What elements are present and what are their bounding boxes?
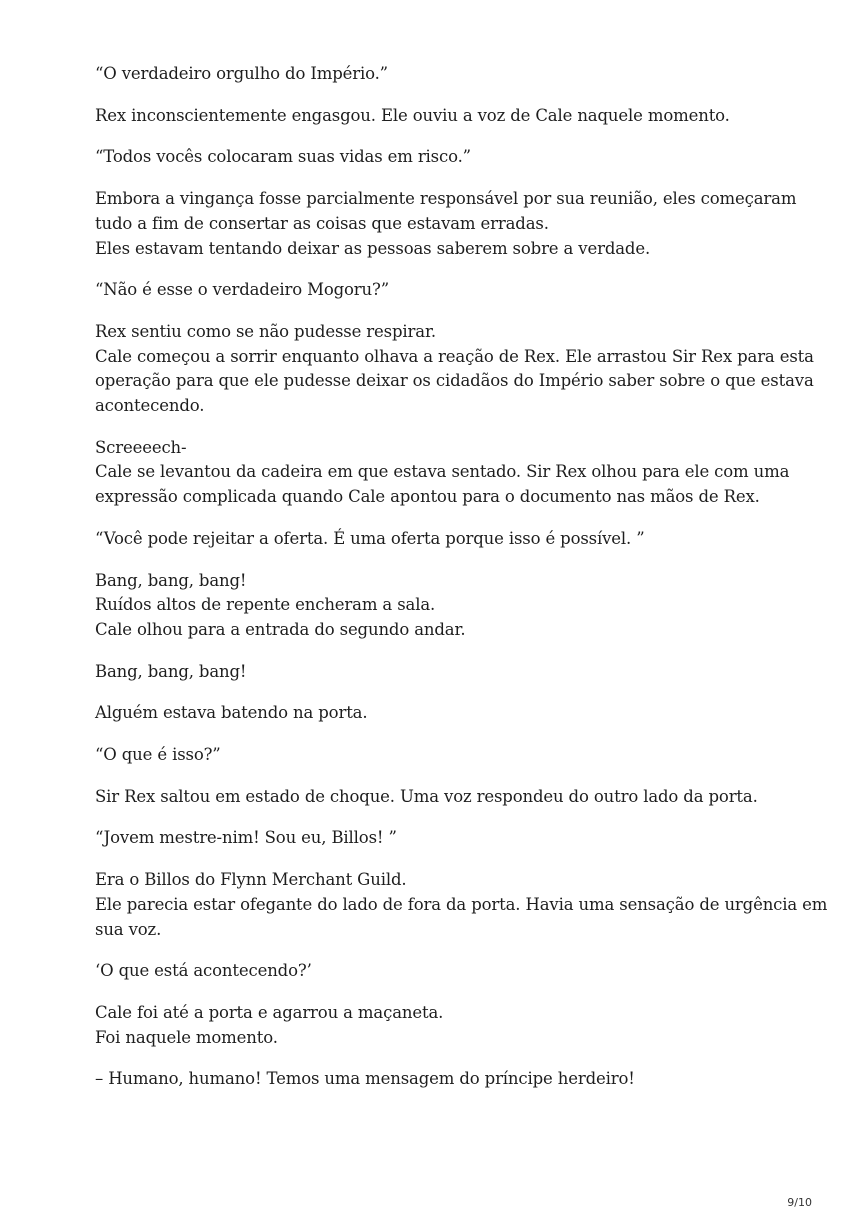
paragraph [95, 145, 785, 170]
text-line: Bang, bang, bang! [95, 570, 247, 590]
paragraph [95, 436, 790, 510]
text-line: “Não é esse o verdadeiro Mogoru?” [95, 280, 389, 300]
text-line: “Todos vocês colocaram suas vidas em risco.” [95, 147, 471, 167]
paragraph [95, 701, 785, 726]
paragraph [95, 187, 797, 261]
text-line: acontecendo. [95, 396, 205, 416]
paragraph [95, 959, 785, 984]
text-line: Rex sentiu como se não pudesse respirar. [95, 321, 436, 341]
text-line: sua voz. [95, 919, 162, 939]
paragraph [95, 320, 814, 419]
text-line: – Humano, humano! Temos uma mensagem do príncipe herdeiro! [95, 1069, 635, 1089]
text-line: Embora a vingança fosse parcialmente responsável por sua reunião, eles começaram [95, 189, 797, 209]
paragraph [95, 743, 785, 768]
paragraph [95, 868, 828, 942]
text-line: Screeeech- [95, 437, 187, 457]
text-line: tudo a fim de consertar as coisas que estavam erradas. [95, 213, 549, 233]
text-line: “O verdadeiro orgulho do Império.” [95, 64, 388, 83]
text-line: Cale olhou para a entrada do segundo andar. [95, 619, 466, 639]
text-line: Rex inconscientemente engasgou. Ele ouviu a voz de Cale naquele momento. [95, 105, 730, 125]
text-line: Eles estavam tentando deixar as pessoas saberem sobre a verdade. [95, 238, 651, 258]
text-line: Cale começou a sorrir enquanto olhava a reação de Rex. Ele arrastou Sir Rex para esta [95, 346, 814, 366]
paragraph [95, 104, 785, 129]
paragraph [95, 660, 785, 685]
text-line: “O que é isso?” [95, 745, 221, 765]
text-line: Bang, bang, bang! [95, 661, 247, 681]
paragraph [95, 278, 785, 303]
text-line: Foi naquele momento. [95, 1027, 278, 1047]
text-line: Ele parecia estar ofegante do lado de fora da porta. Havia uma sensação de urgência em [95, 894, 828, 914]
paragraph [95, 62, 785, 87]
paragraph [95, 569, 785, 643]
text-line: ‘O que está acontecendo?’ [95, 961, 312, 981]
paragraph [95, 527, 785, 552]
text-line: expressão complicada quando Cale apontou para o documento nas mãos de Rex. [95, 487, 760, 507]
text-line: Era o Billos do Flynn Merchant Guild. [95, 870, 407, 890]
text-line: “Jovem mestre-nim! Sou eu, Billos! ” [95, 828, 397, 848]
text-line: Cale se levantou da cadeira em que estava sentado. Sir Rex olhou para ele com uma [95, 462, 790, 482]
text-line: Sir Rex saltou em estado de choque. Uma voz respondeu do outro lado da porta. [95, 786, 758, 806]
paragraph [95, 785, 785, 810]
text-line: “Você pode rejeitar a oferta. É uma oferta porque isso é possível. ” [95, 528, 645, 548]
paragraph [95, 826, 785, 851]
paragraph [95, 1001, 785, 1050]
text-line: operação para que ele pudesse deixar os cidadãos do Império saber sobre o que estava [95, 371, 814, 391]
page-number: 9/10 [787, 1196, 812, 1209]
paragraph [95, 1067, 785, 1092]
text-line: Alguém estava batendo na porta. [95, 703, 368, 723]
document-body [95, 62, 828, 1109]
text-line: Ruídos altos de repente encheram a sala. [95, 595, 436, 615]
text-line: Cale foi até a porta e agarrou a maçaneta. [95, 1002, 444, 1022]
